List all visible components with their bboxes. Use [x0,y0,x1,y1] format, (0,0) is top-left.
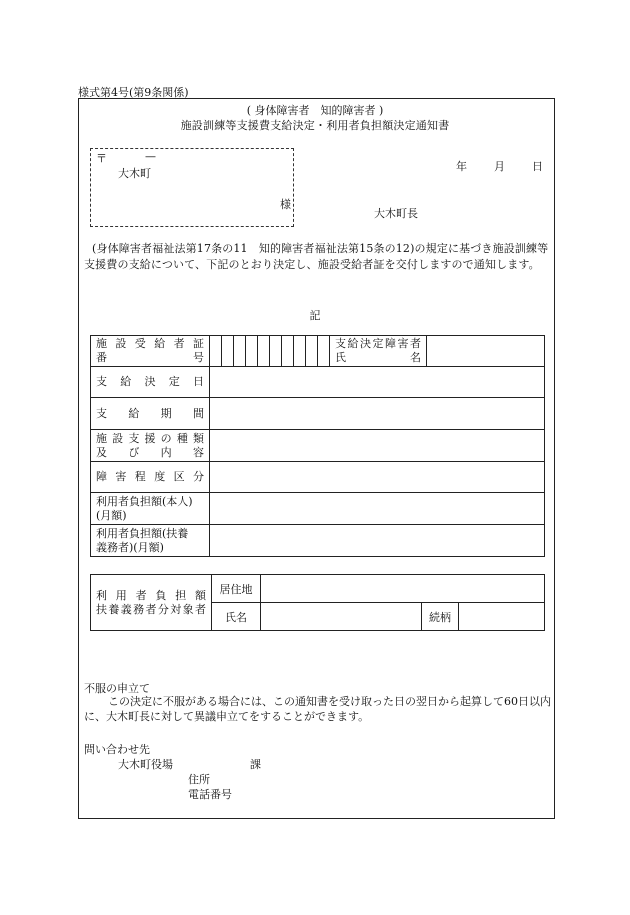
form-number-label: 様式第4号(第9条関係) [78,86,189,99]
sender-name: 大木町長 [374,207,418,220]
decision-table [90,335,545,557]
guardian-target-label: 利用者負担額 扶養義務者分対象者 [91,575,212,631]
user-burden-guardian-value [210,525,545,557]
relationship-value [459,603,545,631]
recipient-name-label: 支給決定障害者 氏名 [330,336,427,367]
date-year: 年 [456,160,467,173]
postal-mark: 〒 [96,152,107,165]
cert-digit-cell [318,336,330,367]
recipient-name-value [427,336,545,367]
cert-digit-cell [306,336,318,367]
user-burden-self-value [210,493,545,525]
residence-label: 居住地 [212,575,261,603]
cert-digit-cell [282,336,294,367]
inquiry-heading: 問い合わせ先 [84,743,150,756]
cert-number-label: 施設受給者証 番号 [91,336,210,367]
support-type-label: 施設支援の種類 及び内容 [91,430,210,462]
support-type-value [210,430,545,462]
inquiry-phone: 電話番号 [188,788,232,801]
objection-text: この決定に不服がある場合には、この通知書を受け取った日の翌日から起算して60日以内に、大木町長に対して異議申立てをすることができます。 [84,695,551,723]
ki-heading: 記 [309,309,321,322]
guardian-name-value [261,603,422,631]
cert-digit-cell [222,336,234,367]
user-burden-guardian-label: 利用者負担額(扶養 義務者)(月額) [91,525,210,557]
cert-digit-cell [210,336,222,367]
address-town: 大木町 [118,167,151,180]
title-category: ( 身体障害者 知的障害者 ) [246,104,384,117]
decision-date-value [210,367,545,398]
decision-date-label: 支給決定日 [91,367,210,398]
residence-value [261,575,545,603]
address-box [90,148,294,227]
cert-digit-cell [234,336,246,367]
cert-digit-cell [258,336,270,367]
cert-digit-cell [294,336,306,367]
date-day: 日 [532,160,543,173]
recipient-honorific: 様 [280,198,291,211]
objection-heading: 不服の申立て [84,682,150,695]
date-line [456,158,543,174]
disability-level-value [210,462,545,493]
document-title: 施設訓練等支援費支給決定・利用者負担額決定通知書 [180,119,450,132]
postal-dash: — [145,150,156,163]
inquiry-office: 大木町役場 [118,758,173,771]
payment-period-value [210,398,545,430]
guardian-name-label: 氏名 [212,603,261,631]
body-paragraph: (身体障害者福祉法第17条の11 知的障害者福祉法第15条の12)の規定に基づき施設訓練等支援費の支給について、下記のとおり決定し、施設受給者証を交付しますので通知します。 [84,242,549,271]
inquiry-address: 住所 [188,773,210,786]
disability-level-label: 障害程度区分 [91,462,210,493]
payment-period-label: 支給期間 [91,398,210,430]
guardian-table [90,574,545,631]
date-month: 月 [494,160,505,173]
user-burden-self-label: 利用者負担額(本人) (月額) [91,493,210,525]
inquiry-section: 課 [250,758,261,771]
cert-digit-cell [270,336,282,367]
cert-digit-cell [246,336,258,367]
relationship-label: 続柄 [422,603,459,631]
